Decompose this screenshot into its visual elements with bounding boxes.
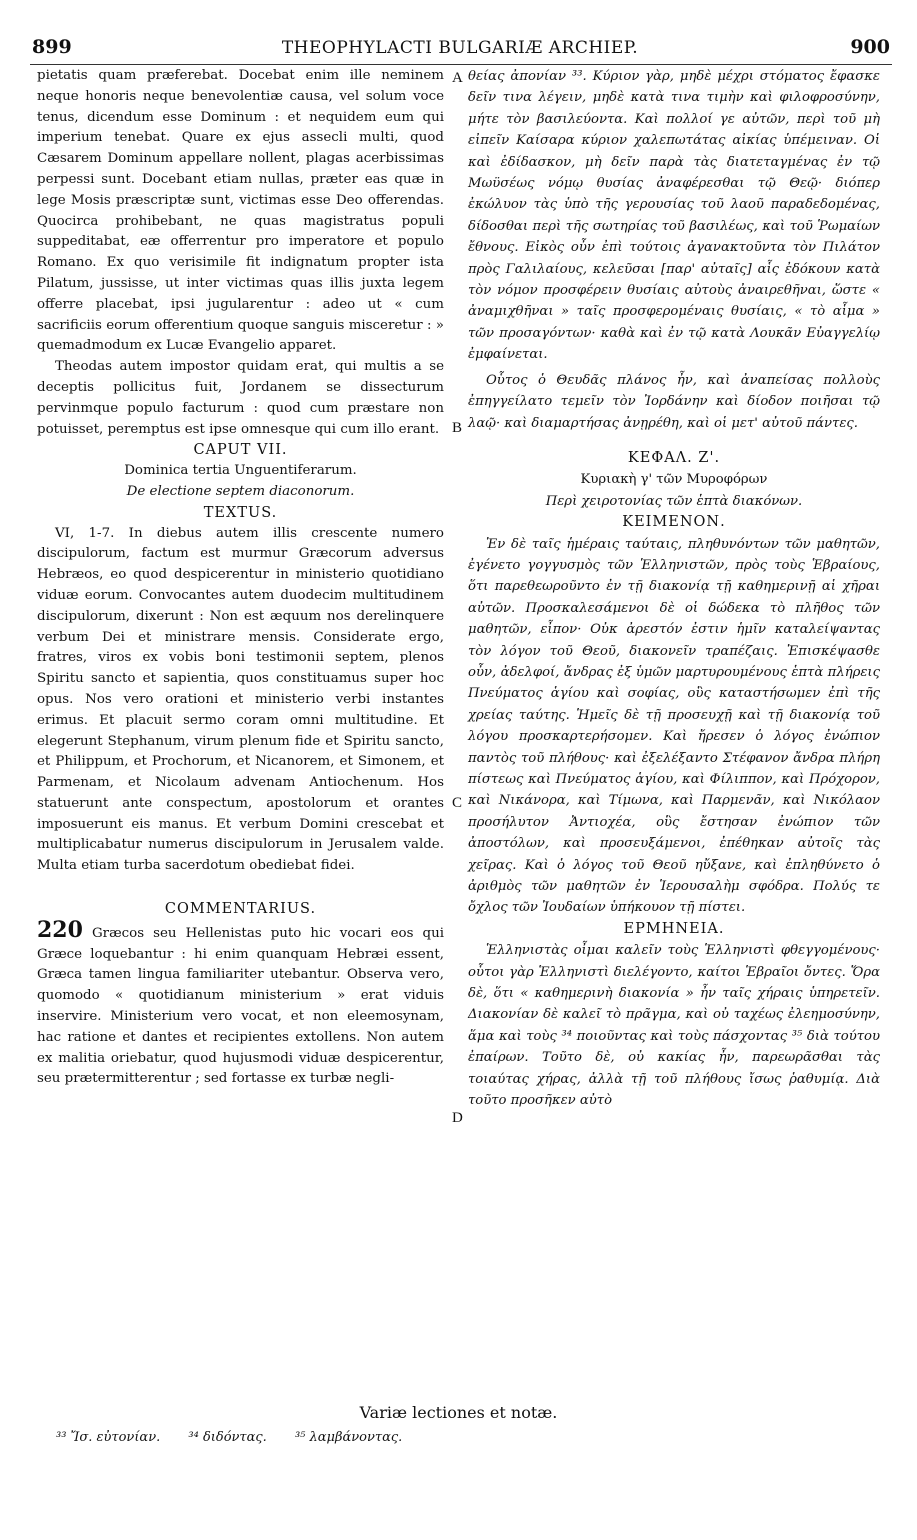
kefal-heading: ΚΕΦΑΛ. Ζ'. [627, 449, 721, 466]
commentary-number: 220 [37, 916, 83, 943]
keimenon-heading: ΚΕΙΜΕΝΟΝ. [622, 514, 726, 531]
greek-paragraph-1: θείας ἀπονίαν ³³. Κύριον γὰρ, μηδὲ μέχρι στόματος ἔφασκε δεῖν τινα λέγειν, μηδὲ κατὰ τινα τιμὴν καὶ φιλοφροσύνην, μήτε τὸν βασιλεύοντα. Καὶ πολλοί γε αὐτῶν, περὶ τοῦ μὴ εἰπεῖν Καίσαρα κύριον χαλεπωτάτας αἰκίας ὑπέμειναν. Οἱ καὶ ἐδίδασκον, μὴ δεῖν παρὰ τὰς διατεταγμένας ἐν τῷ Μωϋσέως νόμῳ θυσίας ἀναφέρεσθαι τῷ Θεῷ· διόπερ ἐκώλυον τὰς ὑπὸ τῆς γερουσίας τοῦ λαοῦ παραδεδομένας, δίδοσθαι περὶ τῆς σωτηρίας τοῦ βασιλέως, καὶ τοῦ Ῥωμαίων ἔθνους. Εἰκὸς οὖν ἐπὶ τούτοις ἀγανακτοῦντα τὸν Πιλάτον πρὸς Γαλιλαίους, κελεῦσαι [παρ' αὐταῖς] αἷς ἐδόκουν κατὰ τὸν νόμον προσφέρειν θυσίαις αὐτοὺς ἀναιρεθῆναι, ὥστε « ἀναμιχθῆναι » ταῖς προσφερομέναις θυσίαις, « τὸ αἷμα » τῶν προσαγόντων· καθὰ καὶ ἐν τῷ κατὰ Λουκᾶν Εὐαγγελίῳ ἐμφαίνεται. [468, 69, 880, 363]
running-title: THEOPHYLACTI BULGARIÆ ARCHIEP. [281, 38, 639, 58]
latin-paragraph-1: pietatis quam præferebat. Docebat enim ille neminem neque honoris neque benevolentiæ causa, vel solum voce tenus, dicendum esse Dominum : et nequidem eum qui imperium tenebat. Quare ex ejus assecli multi, quod Cæsarem Dominum appellare nollent, plagas acerbissimas perpessi sunt. Docebant etiam nullas, præter eas quæ in lege Mosis præscriptæ sunt, victimas esse Deo offerendas. Quocirca prohibebant, ne quas magistratus populi suppeditabat, eæ offerrentur pro imperatore et populo Romano. Ex quo verisimile fit indignatum propter ista Pilatum, jussisse, ut inter victimas quas illis juxta legem offerre placebat, ipsi jugularentur : adeo ut « cum sacrificiis eorum offerentium quoque sanguis misceretur : » quemadmodum ex Lucæ Evangelio apparet. [37, 68, 444, 354]
peri-subtitle: Περὶ χειροτονίας τῶν ἑπτὰ διακόνων. [545, 493, 803, 509]
hermeneia-heading: ΕΡΜΗΝΕΙΑ. [623, 920, 725, 937]
caput-heading: CAPUT VII. [193, 442, 288, 459]
footnote-34: ³⁴ διδόντας. [188, 1430, 267, 1445]
textus-heading: TEXTUS. [203, 504, 278, 521]
margin-letter-b: B [452, 420, 463, 436]
de-electione-subtitle: De electione septem diaconorum. [126, 483, 355, 499]
keimenon-body: Ἐν δὲ ταῖς ἡμέραις ταύταις, πληθυνόντων τῶν μαθητῶν, ἐγένετο γογγυσμὸς τῶν Ἑλληνιστῶν, πρὸς τοὺς Ἑβραίους, ὅτι παρεθεωροῦντο ἐν τῇ διακονίᾳ τῇ καθημερινῇ αἱ χῆραι αὐτῶν. Προσκαλεσάμενοι δὲ οἱ δώδεκα τὸ πλῆθος τῶν μαθητῶν, εἶπον· Οὐκ ἀρεστόν ἐστιν ἡμῖν καταλείψαντας τὸν λόγον τοῦ Θεοῦ, διακονεῖν τραπέζαις. Ἐπισκέψασθε οὖν, ἀδελφοί, ἄνδρας ἐξ ὑμῶν μαρτυρουμένους ἑπτὰ πλήρεις Πνεύματος ἁγίου καὶ σοφίας, οὓς καταστήσωμεν ἐπὶ τῆς χρείας ταύτης. Ἡμεῖς δὲ τῇ προσευχῇ καὶ τῇ διακονίᾳ τοῦ λόγου προσκαρτερήσομεν. Καὶ ἤρεσεν ὁ λόγος ἐνώπιον παντὸς τοῦ πλήθους· καὶ ἐξελέξαντο Στέφανον ἄνδρα πλήρη πίστεως καὶ Πνεύματος ἁγίου, καὶ Φίλιππον, καὶ Πρόχορον, καὶ Νικάνορα, καὶ Τίμωνα, καὶ Παρμενᾶν, καὶ Νικόλαον προσήλυτον Ἀντιοχέα, οὓς ἔστησαν ἐνώπιον τῶν ἀποστόλων, καὶ προσευξάμενοι, ἐπέθηκαν αὐτοῖς τὰς χεῖρας. Καὶ ὁ λόγος τοῦ Θεοῦ ηὔξανε, καὶ ἐπληθύνετο ὁ ἀριθμὸς τῶν μαθητῶν ἐν Ἱερουσαλὴμ σφόδρα. Πολύς τε ὄχλος τῶν Ἰουδαίων ὑπήκουον τῇ πίστει. [468, 536, 880, 916]
footnotes [56, 1430, 917, 1445]
footnotes-section [0, 1403, 917, 1445]
header-rule [30, 64, 892, 65]
footnote-35: ³⁵ λαμβάνοντας. [294, 1430, 403, 1445]
latin-column [37, 66, 444, 1090]
kyriake-subtitle: Κυριακὴ γ' τῶν Μυροφόρων [580, 472, 768, 488]
page-number-left: 899 [32, 36, 72, 58]
variae-lectiones-title: Variæ lectiones et notæ. [359, 1403, 558, 1422]
greek-column [468, 66, 880, 1112]
latin-paragraph-2: Theodas autem impostor quidam erat, qui multis a se deceptis pollicitus fuit, Jordanem se dissecturum pervinmque populo facturum : quod cum præstare non potuisset, peremptus est ipse omnesque qui cum illo erant. [37, 359, 444, 437]
greek-paragraph-2: Οὗτος ὁ Θευδᾶς πλάνος ἦν, καὶ ἀναπείσας πολλοὺς ἐπηγγείλατο τεμεῖν τὸν Ἰορδάνην καὶ δίοδον ποιῆσαι τῷ λαῷ· καὶ διαμαρτήσας ἀνῃρέθη, καὶ οἱ μετ' αὐτοῦ πάντες. [468, 372, 880, 431]
margin-letter-c: C [452, 795, 463, 811]
hermeneia-body: Ἑλληνιστὰς οἶμαι καλεῖν τοὺς Ἑλληνιστὶ φθεγγομένους· οὗτοι γὰρ Ἑλληνιστὶ διελέγοντο, καίτοι Ἑβραῖοι ὄντες. Ὅρα δὲ, ὅτι « καθημερινὴ διακονία » ἦν ταῖς χήραις ὑπηρετεῖν. Διακονίαν δὲ καλεῖ τὸ πρᾶγμα, καὶ οὐ ταχέως ἐλεημοσύνην, ἅμα καὶ τοὺς ³⁴ ποιοῦντας καὶ τοὺς πάσχοντας ³⁵ διὰ τούτου ἐπαίρων. Τοῦτο δὲ, οὐ κακίας ἦν, παρεωρᾶσθαι τὰς τοιαύτας χήρας, ἀλλὰ τῇ τοῦ πλήθους ἴσως ῥαθυμίᾳ. Διὰ τοῦτο προσῆκεν αὐτὸ [468, 943, 880, 1109]
textus-body: VI, 1-7. In diebus autem illis crescente numero discipulorum, factum est murmur Græcorum adversus Hebræos, eo quod despicerentur in ministerio quotidiano viduæ eorum. Convocantes autem duodecim multitudinem discipulorum, dixerunt : Non est æquum nos derelinquere verbum Dei et ministrare mensis. Considerate ergo, fratres, viros ex vobis boni testimonii septem, plenos Spiritu sancto et sapientia, quos constituamus super hoc opus. Nos vero orationi et ministerio verbi instantes erimus. Et placuit sermo coram omni multitudine. Et elegerunt Stephanum, virum plenum fide et Spiritu sancto, et Philippum, et Prochorum, et Nicanorem, et Simonem, et Parmenam, et Nicolaum advenam Antiochenum. Hos statuerunt ante conspectum, apostolorum et orantes imposuerunt eis manus. Et verbum Domini crescebat et multiplicabatur numerus discipulorum in Jerusalem valde. Multa etiam turba sacerdotum obediebat fidei. [37, 525, 444, 874]
footnote-33: ³³ Ἴσ. εὐτονίαν. [56, 1430, 161, 1445]
running-header [30, 36, 890, 62]
commentary-body: Græcos seu Hellenistas puto hic vocari eos qui Græce loquebantur : hi enim quanquam Hebræi essent, Græca tamen lingua familiariter utebantur. Observa vero, quomodo « quotidianum ministerium » erat viduis inservire. Ministerium vero vocat, et non eleemosynam, hac ratione et dantes et recipientes extollens. Non autem ex malitia oriebatur, quod hujusmodi viduæ despicerentur, seu prætermitterentur ; sed fortasse ex turbæ negli- [37, 925, 444, 1087]
page-number-right: 900 [850, 36, 890, 58]
commentarius-heading: COMMENTARIUS. [164, 901, 317, 918]
margin-letter-d: D [452, 1110, 463, 1126]
dominica-subtitle: Dominica tertia Unguentiferarum. [124, 463, 357, 479]
margin-letter-a: A [452, 70, 463, 86]
